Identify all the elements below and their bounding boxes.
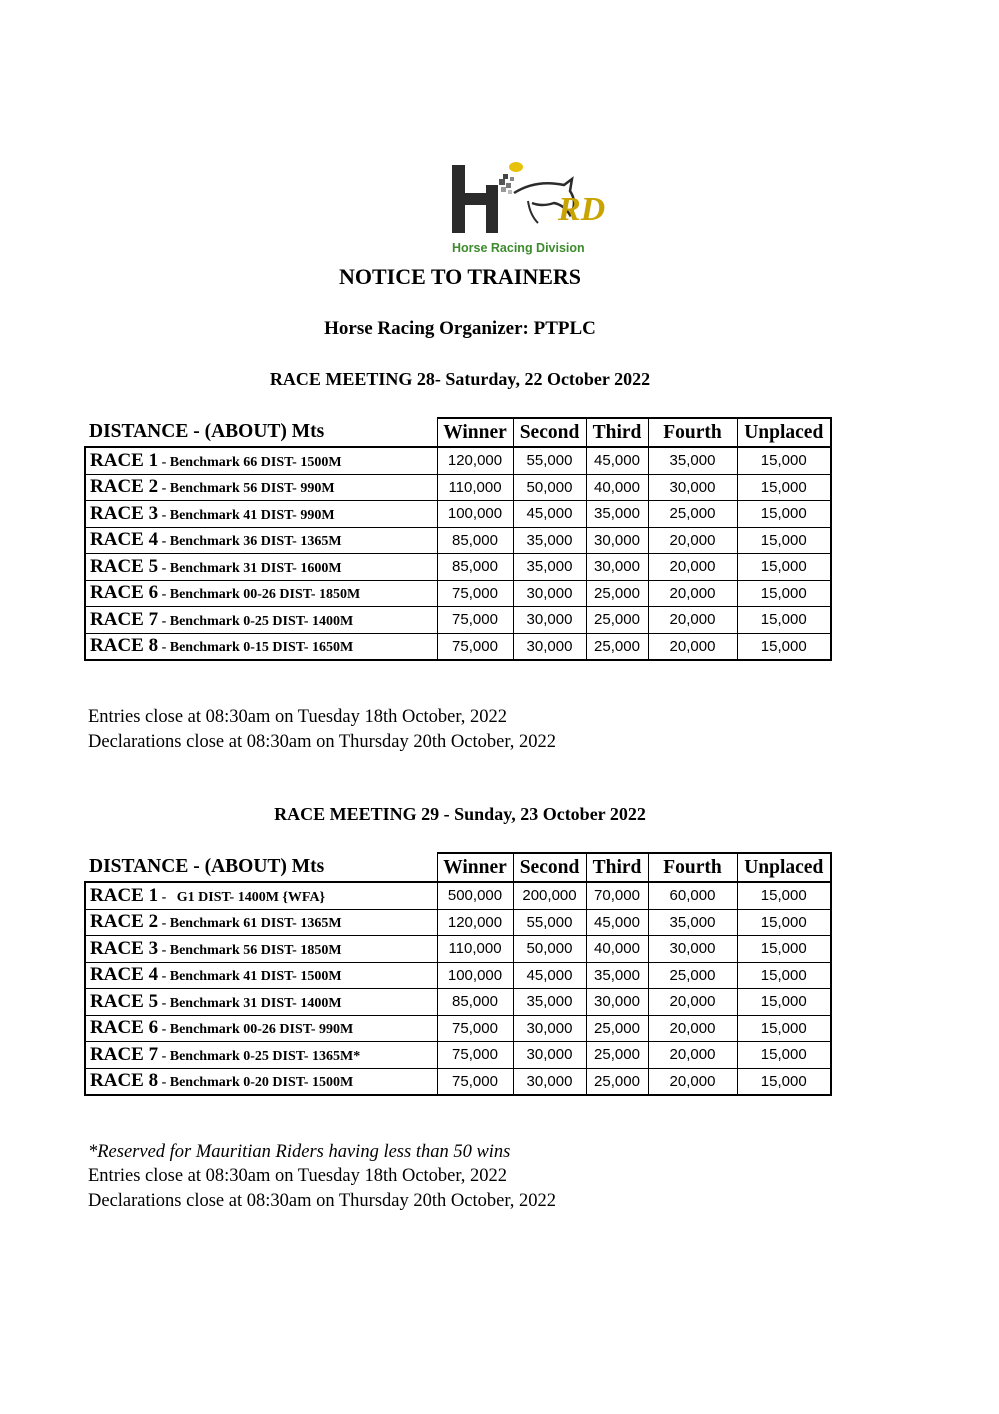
prize-unplaced: 15,000 xyxy=(737,501,831,528)
prize-fourth: 20,000 xyxy=(648,989,737,1016)
prize-fourth: 20,000 xyxy=(648,1015,737,1042)
race-name: RACE 1 xyxy=(90,449,159,471)
logo-caption: Horse Racing Division xyxy=(452,241,585,255)
prize-unplaced: 15,000 xyxy=(737,882,831,909)
page-title: NOTICE TO TRAINERS xyxy=(338,264,582,289)
prize-unplaced: 15,000 xyxy=(737,554,831,581)
prize-second: 30,000 xyxy=(513,580,586,607)
table-row xyxy=(85,1015,831,1042)
race-description: - Benchmark 41 DIST- 990M xyxy=(158,507,335,523)
organizer-line: Horse Racing Organizer: PTPLC xyxy=(324,318,596,339)
prize-third: 25,000 xyxy=(586,607,648,634)
race-name: RACE 5 xyxy=(90,990,159,1012)
prize-third: 70,000 xyxy=(586,882,648,909)
table-row xyxy=(85,1068,831,1095)
table-row xyxy=(85,474,831,501)
footnote-reserved: *Reserved for Mauritian Riders having less than 50 wins xyxy=(88,1142,511,1162)
prize-unplaced: 15,000 xyxy=(737,607,831,634)
prize-second: 35,000 xyxy=(513,554,586,581)
race-description: - Benchmark 00-26 DIST- 990M xyxy=(158,1022,354,1038)
prize-fourth: 35,000 xyxy=(648,909,737,936)
prize-second: 50,000 xyxy=(513,474,586,501)
race-name: RACE 3 xyxy=(90,937,159,959)
race-description: - Benchmark 66 DIST- 1500M xyxy=(158,454,342,470)
race-description: - Benchmark 36 DIST- 1365M xyxy=(158,534,342,550)
table-row xyxy=(85,554,831,581)
race-name: RACE 2 xyxy=(90,911,159,933)
header-second: Second xyxy=(513,418,586,447)
prize-third: 25,000 xyxy=(586,580,648,607)
race-cell xyxy=(85,607,437,634)
header-third: Third xyxy=(586,418,648,447)
prize-second: 50,000 xyxy=(513,936,586,963)
prize-winner: 75,000 xyxy=(437,1015,513,1042)
header-winner: Winner xyxy=(437,418,513,447)
prize-second: 35,000 xyxy=(513,989,586,1016)
prize-winner: 100,000 xyxy=(437,962,513,989)
prize-unplaced: 15,000 xyxy=(737,474,831,501)
race-cell xyxy=(85,962,437,989)
race-cell xyxy=(85,474,437,501)
prize-unplaced: 15,000 xyxy=(737,989,831,1016)
race-cell xyxy=(85,580,437,607)
race-description: - Benchmark 56 DIST- 990M xyxy=(158,481,335,497)
race-cell xyxy=(85,989,437,1016)
prize-second: 35,000 xyxy=(513,527,586,554)
prize-fourth: 25,000 xyxy=(648,501,737,528)
prize-second: 30,000 xyxy=(513,1068,586,1095)
prize-winner: 85,000 xyxy=(437,989,513,1016)
prize-fourth: 20,000 xyxy=(648,1068,737,1095)
race-description: - Benchmark 61 DIST- 1365M xyxy=(158,916,342,932)
race-description: - Benchmark 41 DIST- 1500M xyxy=(158,969,342,985)
header-winner: Winner xyxy=(437,853,513,882)
declarations-close-note: Declarations close at 08:30am on Thursday 20th October, 2022 xyxy=(88,1191,556,1211)
prize-third: 25,000 xyxy=(586,1068,648,1095)
prize-third: 25,000 xyxy=(586,1015,648,1042)
prize-second: 45,000 xyxy=(513,962,586,989)
table-row xyxy=(85,633,831,660)
prize-winner: 100,000 xyxy=(437,501,513,528)
race-description: - Benchmark 56 DIST- 1850M xyxy=(158,942,342,958)
prize-winner: 75,000 xyxy=(437,1042,513,1069)
prize-fourth: 30,000 xyxy=(648,474,737,501)
declarations-close-note: Declarations close at 08:30am on Thursday 20th October, 2022 xyxy=(88,732,556,752)
prize-third: 35,000 xyxy=(586,501,648,528)
race-cell xyxy=(85,527,437,554)
prize-winner: 120,000 xyxy=(437,909,513,936)
prize-unplaced: 15,000 xyxy=(737,527,831,554)
prize-winner: 75,000 xyxy=(437,633,513,660)
prize-second: 200,000 xyxy=(513,882,586,909)
header-unplaced: Unplaced xyxy=(737,853,831,882)
table-row xyxy=(85,909,831,936)
race-name: RACE 3 xyxy=(90,502,159,524)
table-row xyxy=(85,501,831,528)
prize-unplaced: 15,000 xyxy=(737,936,831,963)
prize-fourth: 20,000 xyxy=(648,554,737,581)
prize-third: 30,000 xyxy=(586,527,648,554)
race-name: RACE 8 xyxy=(90,1070,159,1092)
race-cell xyxy=(85,447,437,474)
race-name: RACE 6 xyxy=(90,582,159,604)
prize-third: 25,000 xyxy=(586,633,648,660)
table-row xyxy=(85,962,831,989)
header-fourth: Fourth xyxy=(648,418,737,447)
race-cell xyxy=(85,633,437,660)
race-description: - Benchmark 0-20 DIST- 1500M xyxy=(158,1075,354,1091)
prize-fourth: 20,000 xyxy=(648,633,737,660)
prize-fourth: 25,000 xyxy=(648,962,737,989)
table-row xyxy=(85,882,831,909)
race-name: RACE 4 xyxy=(90,529,159,551)
table-row xyxy=(85,989,831,1016)
race-name: RACE 7 xyxy=(90,608,159,630)
table-row xyxy=(85,607,831,634)
prize-third: 30,000 xyxy=(586,554,648,581)
meeting-29-heading: RACE MEETING 29 - Sunday, 23 October 2022 xyxy=(274,804,646,824)
prize-fourth: 20,000 xyxy=(648,527,737,554)
table-row xyxy=(85,527,831,554)
header-third: Third xyxy=(586,853,648,882)
prize-third: 30,000 xyxy=(586,989,648,1016)
prize-winner: 75,000 xyxy=(437,607,513,634)
prize-winner: 500,000 xyxy=(437,882,513,909)
race-description: - Benchmark 31 DIST- 1400M xyxy=(158,995,342,1011)
race-name: RACE 7 xyxy=(90,1043,159,1065)
prize-third: 45,000 xyxy=(586,447,648,474)
prize-third: 25,000 xyxy=(586,1042,648,1069)
prize-second: 55,000 xyxy=(513,447,586,474)
race-name: RACE 4 xyxy=(90,964,159,986)
prize-unplaced: 15,000 xyxy=(737,1042,831,1069)
race-cell xyxy=(85,554,437,581)
prize-unplaced: 15,000 xyxy=(737,909,831,936)
meeting-29-rows xyxy=(85,882,831,1095)
race-description: - Benchmark 0-25 DIST- 1400M xyxy=(158,613,354,629)
header-distance: DISTANCE - (ABOUT) Mts xyxy=(89,856,325,877)
prize-third: 35,000 xyxy=(586,962,648,989)
prize-second: 30,000 xyxy=(513,1015,586,1042)
prize-third: 40,000 xyxy=(586,936,648,963)
race-description: - Benchmark 0-15 DIST- 1650M xyxy=(158,640,354,656)
table-row xyxy=(85,580,831,607)
header-fourth: Fourth xyxy=(648,853,737,882)
prize-third: 45,000 xyxy=(586,909,648,936)
prize-winner: 75,000 xyxy=(437,1068,513,1095)
prize-fourth: 35,000 xyxy=(648,447,737,474)
prize-unplaced: 15,000 xyxy=(737,633,831,660)
prize-fourth: 20,000 xyxy=(648,580,737,607)
header-unplaced: Unplaced xyxy=(737,418,831,447)
race-cell xyxy=(85,1015,437,1042)
entries-close-note: Entries close at 08:30am on Tuesday 18th October, 2022 xyxy=(88,1166,508,1186)
race-name: RACE 5 xyxy=(90,555,159,577)
race-cell xyxy=(85,501,437,528)
race-cell xyxy=(85,1068,437,1095)
table-header-row xyxy=(85,418,831,447)
meeting-28-heading: RACE MEETING 28- Saturday, 22 October 2022 xyxy=(269,369,651,389)
race-name: RACE 2 xyxy=(90,476,159,498)
logo-letters: RD xyxy=(558,191,606,228)
entries-close-note: Entries close at 08:30am on Tuesday 18th October, 2022 xyxy=(88,707,508,727)
race-name: RACE 8 xyxy=(90,635,159,657)
prize-winner: 120,000 xyxy=(437,447,513,474)
prize-fourth: 20,000 xyxy=(648,607,737,634)
race-cell xyxy=(85,882,437,909)
prize-unplaced: 15,000 xyxy=(737,1015,831,1042)
prize-unplaced: 15,000 xyxy=(737,580,831,607)
prize-second: 55,000 xyxy=(513,909,586,936)
prize-winner: 85,000 xyxy=(437,527,513,554)
prize-fourth: 60,000 xyxy=(648,882,737,909)
table-row xyxy=(85,447,831,474)
table-header-row xyxy=(85,853,831,882)
header-distance: DISTANCE - (ABOUT) Mts xyxy=(89,421,325,442)
prize-winner: 110,000 xyxy=(437,474,513,501)
prize-second: 30,000 xyxy=(513,607,586,634)
prize-third: 40,000 xyxy=(586,474,648,501)
header-second: Second xyxy=(513,853,586,882)
prize-second: 30,000 xyxy=(513,633,586,660)
table-row xyxy=(85,1042,831,1069)
prize-fourth: 30,000 xyxy=(648,936,737,963)
race-name: RACE 6 xyxy=(90,1017,159,1039)
race-description: - G1 DIST- 1400M {WFA} xyxy=(158,889,326,905)
prize-winner: 85,000 xyxy=(437,554,513,581)
prize-fourth: 20,000 xyxy=(648,1042,737,1069)
prize-unplaced: 15,000 xyxy=(737,1068,831,1095)
table-row xyxy=(85,936,831,963)
race-description: - Benchmark 00-26 DIST- 1850M xyxy=(158,587,361,603)
prize-second: 45,000 xyxy=(513,501,586,528)
race-cell xyxy=(85,1042,437,1069)
meeting-28-rows xyxy=(85,447,831,660)
prize-table-meeting-29 xyxy=(84,852,832,1096)
prize-unplaced: 15,000 xyxy=(737,962,831,989)
race-description: - Benchmark 0-25 DIST- 1365M* xyxy=(158,1048,361,1064)
race-description: - Benchmark 31 DIST- 1600M xyxy=(158,560,342,576)
race-cell xyxy=(85,936,437,963)
prize-table-meeting-28 xyxy=(84,417,832,661)
race-cell xyxy=(85,909,437,936)
prize-unplaced: 15,000 xyxy=(737,447,831,474)
prize-winner: 75,000 xyxy=(437,580,513,607)
race-name: RACE 1 xyxy=(90,884,159,906)
prize-second: 30,000 xyxy=(513,1042,586,1069)
prize-winner: 110,000 xyxy=(437,936,513,963)
